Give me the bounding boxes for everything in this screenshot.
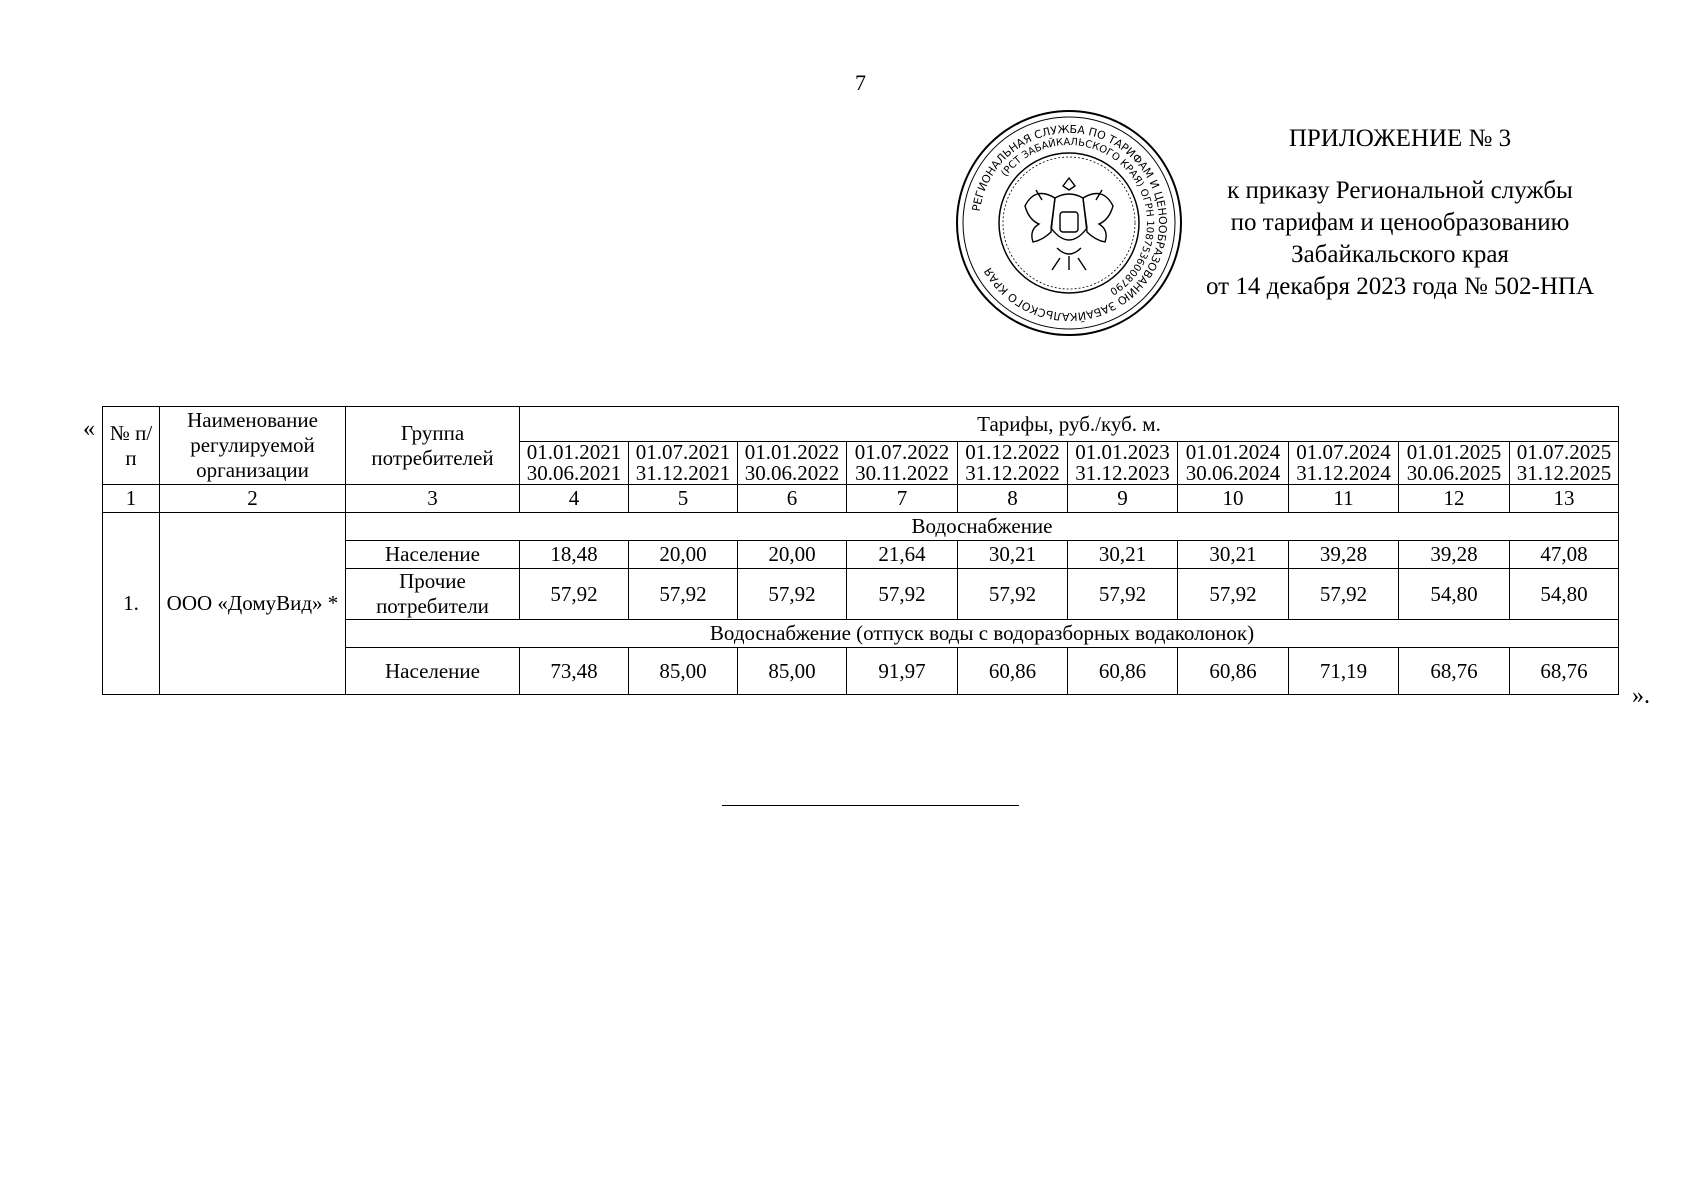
header-consumer-group: Группа потребителей: [346, 407, 520, 485]
column-number: 13: [1510, 485, 1619, 513]
tariff-value: 39,28: [1399, 541, 1510, 569]
tariff-value: 60,86: [1178, 648, 1289, 695]
period-to: 30.06.2021: [526, 461, 622, 485]
period-from: 01.07.2021: [635, 441, 731, 464]
section-title: Водоснабжение (отпуск воды с водоразборных водаколонок): [346, 620, 1619, 648]
tariff-value: 73,48: [520, 648, 629, 695]
period-cell: [1510, 442, 1619, 485]
period-cell: [1068, 442, 1178, 485]
organization-name: ООО «ДомуВид» *: [160, 513, 346, 695]
tariff-value: 91,97: [847, 648, 958, 695]
tariff-value: 20,00: [629, 541, 738, 569]
period-to: 30.11.2022: [855, 461, 949, 485]
page-number: 7: [855, 70, 866, 95]
header-organization: Наименование регулируемой организации: [160, 407, 346, 485]
header-num: № п/п: [103, 407, 160, 485]
tariff-value: 18,48: [520, 541, 629, 569]
tariff-value: 57,92: [958, 569, 1068, 620]
seal-outer-text: РЕГИОНАЛЬНАЯ СЛУЖБА ПО ТАРИФАМ И ЦЕНООБРАЗОВАНИЮ ЗАБАЙКАЛЬСКОГО КРАЯ: [969, 122, 1170, 324]
consumer-group: Прочие потребители: [346, 569, 520, 620]
tariff-value: 57,92: [847, 569, 958, 620]
tariff-value: 57,92: [1289, 569, 1399, 620]
period-from: 01.01.2022: [744, 441, 840, 464]
tariff-value: 30,21: [1068, 541, 1178, 569]
column-number: 10: [1178, 485, 1289, 513]
appendix-line: к приказу Региональной службы: [1227, 177, 1573, 204]
period-to: 30.06.2022: [744, 461, 840, 485]
column-number: 9: [1068, 485, 1178, 513]
seal-inner-text: (РСТ ЗАБАЙКАЛЬСКОГО КРАЯ) ОГРН 1087536008790: [999, 136, 1156, 297]
tariff-value: 21,64: [847, 541, 958, 569]
column-number: 1: [103, 485, 160, 513]
period-cell: [847, 442, 958, 485]
tariff-value: 39,28: [1289, 541, 1399, 569]
period-to: 31.12.2025: [1516, 461, 1612, 485]
appendix-line: Забайкальского края: [1291, 241, 1509, 268]
appendix-header: [1170, 123, 1630, 303]
coat-of-arms-icon: [1025, 178, 1113, 270]
period-cell: [1178, 442, 1289, 485]
tariff-value: 85,00: [629, 648, 738, 695]
period-cell: [1289, 442, 1399, 485]
closing-quote: ».: [1632, 683, 1650, 709]
period-cell: [958, 442, 1068, 485]
period-to: 31.12.2022: [965, 461, 1060, 485]
tariff-value: 20,00: [738, 541, 847, 569]
section-title: Водоснабжение: [346, 513, 1619, 541]
period-to: 31.12.2021: [635, 461, 731, 485]
tariff-value: 57,92: [1178, 569, 1289, 620]
end-divider: [722, 805, 1019, 806]
period-cell: [629, 442, 738, 485]
tariff-value: 54,80: [1399, 569, 1510, 620]
tariff-value: 85,00: [738, 648, 847, 695]
column-number: 4: [520, 485, 629, 513]
column-number: 3: [346, 485, 520, 513]
consumer-group: Население: [346, 541, 520, 569]
tariff-value: 57,92: [629, 569, 738, 620]
tariff-value: 68,76: [1510, 648, 1619, 695]
period-to: 31.12.2024: [1296, 461, 1391, 485]
column-number: 7: [847, 485, 958, 513]
period-from: 01.01.2021: [526, 441, 622, 464]
period-cell: [738, 442, 847, 485]
tariff-value: 71,19: [1289, 648, 1399, 695]
section-row: [103, 513, 1619, 541]
column-number: 11: [1289, 485, 1399, 513]
tariff-value: 30,21: [1178, 541, 1289, 569]
period-from: 01.01.2023: [1075, 441, 1170, 464]
column-number: 12: [1399, 485, 1510, 513]
period-from: 01.07.2024: [1296, 441, 1391, 464]
period-to: 31.12.2023: [1075, 461, 1170, 485]
header-tariffs: Тарифы, руб./куб. м.: [520, 407, 1619, 442]
period-cell: [520, 442, 629, 485]
tariff-table: [102, 406, 1619, 695]
consumer-group: Население: [346, 648, 520, 695]
tariff-value: 60,86: [1068, 648, 1178, 695]
period-to: 30.06.2024: [1185, 461, 1281, 485]
column-number: 5: [629, 485, 738, 513]
official-seal: [952, 108, 1187, 338]
period-to: 30.06.2025: [1406, 461, 1502, 485]
tariff-value: 47,08: [1510, 541, 1619, 569]
period-from: 01.01.2025: [1406, 441, 1502, 464]
tariff-value: 54,80: [1510, 569, 1619, 620]
tariff-value: 57,92: [738, 569, 847, 620]
tariff-value: 60,86: [958, 648, 1068, 695]
period-from: 01.12.2022: [965, 441, 1060, 464]
column-number: 8: [958, 485, 1068, 513]
tariff-value: 57,92: [1068, 569, 1178, 620]
column-number-row: [103, 485, 1619, 513]
opening-quote: «: [83, 416, 95, 442]
tariff-value: 68,76: [1399, 648, 1510, 695]
period-from: 01.07.2025: [1516, 441, 1612, 464]
period-cell: [1399, 442, 1510, 485]
column-number: 2: [160, 485, 346, 513]
appendix-title: ПРИЛОЖЕНИЕ № 3: [1288, 125, 1512, 152]
appendix-line: от 14 декабря 2023 года № 502-НПА: [1205, 273, 1595, 300]
row-number: 1.: [103, 513, 160, 695]
period-from: 01.01.2024: [1185, 441, 1281, 464]
appendix-line: по тарифам и ценообразованию: [1230, 209, 1570, 236]
header-row: [103, 407, 1619, 442]
column-number: 6: [738, 485, 847, 513]
tariff-value: 57,92: [520, 569, 629, 620]
tariff-value: 30,21: [958, 541, 1068, 569]
period-from: 01.07.2022: [854, 441, 950, 464]
